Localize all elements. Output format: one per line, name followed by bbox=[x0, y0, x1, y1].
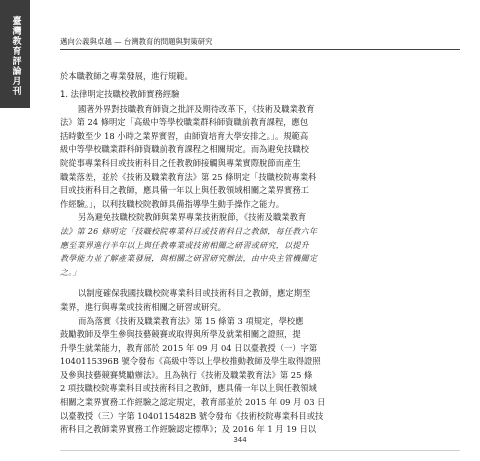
paragraph-line: 2 項技職校院專業科目或技術科目之教師，應具備一年以上與任教領域 bbox=[60, 383, 317, 394]
paragraph-line: 相關之業界實務工作經驗之認定規定，教育部並於 2015 年 09 月 03 日 bbox=[60, 397, 326, 408]
paragraph-line: 升學生就業能力，教育部於 2015 年 09 月 04 日以臺教授（一）字第 bbox=[60, 342, 318, 353]
paragraph-line: 1040115396B 號令發布《高級中等以上學校推動教師及學生取得證照 bbox=[60, 356, 321, 367]
header-rule bbox=[60, 49, 460, 50]
paragraph-line: 以制度確保我國技職校院專業科目或技術科目之教師，應定期至 bbox=[78, 288, 311, 299]
quote-line: 應至業界進行半年以上與任教專業或技術相關之研習或研究，以提升 bbox=[60, 240, 309, 250]
side-section-tab bbox=[0, 0, 30, 108]
footer-rule bbox=[60, 450, 460, 451]
paragraph-line: 另為避免技職校院教師與業界專業技術脫節，《技術及職業教育 bbox=[78, 212, 307, 223]
paragraph-line: 院從事專業科目或技術科目之任教教師接觸與專業實際脫節而產生 bbox=[60, 157, 301, 168]
paragraph-4 bbox=[60, 315, 465, 437]
paragraph-line: 而為落實《技術及職業教育法》第 15 條第 3 項規定，學校應 bbox=[78, 315, 304, 326]
paragraph-gap bbox=[60, 279, 465, 287]
quote-line: 之。」 bbox=[60, 267, 81, 277]
body-text bbox=[60, 70, 465, 437]
paragraph-line: 國著外界對技職教育師資之批評及期待改革下，《技術及職業教育 bbox=[78, 103, 315, 114]
page-number: 344 bbox=[233, 436, 247, 444]
paragraph-line: 法》第 24 條明定「高級中等學校職業群科師資職前教育課程，應包 bbox=[60, 117, 309, 128]
paragraph-line: 鼓勵教師及學生參與技藝競賽或取得與所學及就業相關之證照，提 bbox=[60, 329, 301, 340]
paragraph-line: 目或技術科目之教師，應具備一年以上與任教領域相關之業界實務工 bbox=[60, 185, 309, 196]
quote-line: 法》第 26 條明定「技職校院專業科目或技術科目之教師，每任教六年 bbox=[60, 226, 318, 236]
paragraph-line: 及參與技藝競賽獎勵辦法》。且為執行《技術及職業教育法》第 25 條 bbox=[60, 369, 313, 380]
paragraph-line: 級中等學校職業群科師資職前教育課程之相關規定。而為避免技職校 bbox=[60, 144, 309, 155]
quote-line: 教學能力並了解產業發展，與相關之研習研究辦法，由中央主管機關定 bbox=[60, 254, 318, 264]
paragraph-3 bbox=[60, 287, 465, 314]
law-quotation bbox=[60, 225, 465, 279]
paragraph-line: 以臺教授（三）字第 1040115482B 號令發布《技術校院專業科目或技 bbox=[60, 410, 324, 421]
intro-line: 於本職教師之專業發展，進行規範。 bbox=[60, 71, 193, 81]
paragraph-line: 業界，進行與專業或技術相關之研習或研究。 bbox=[60, 301, 226, 312]
paragraph-line: 括時數至少 18 小時之業界實習，由師資培育大學安排之。」。規範高 bbox=[60, 130, 309, 141]
side-tab-label: 臺灣教育評論月刊 bbox=[10, 16, 21, 96]
paragraph-line: 術科目之教師業界實務工作經驗認定標準》；及 2016 年 1 月 19 日以 bbox=[60, 424, 317, 435]
paragraph-line: 職業落差，並於《技術及職業教育法》第 25 條明定「技職校院專業科 bbox=[60, 171, 317, 182]
paragraph-1 bbox=[60, 103, 465, 225]
paragraph-line: 作經驗。」，以利技職校院教師具備指導學生動手操作之能力。 bbox=[60, 198, 285, 209]
running-head: 邁向公義與卓越 — 台灣教育的問題與對策研究 bbox=[60, 37, 213, 46]
section-heading: 1. 法律明定技職校教師實務經驗 bbox=[60, 88, 180, 99]
